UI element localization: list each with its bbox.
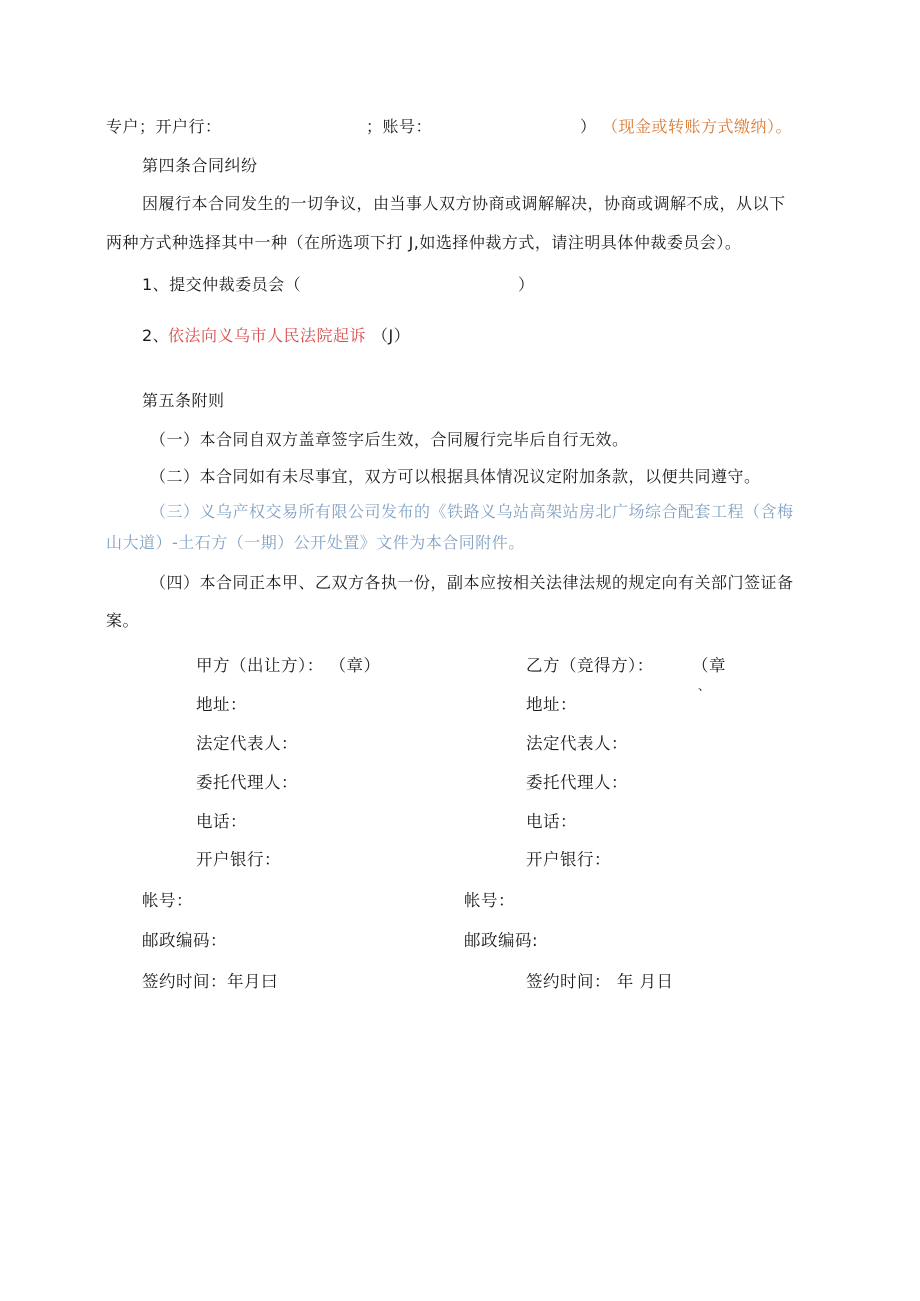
article-4-heading: 第四条合同纠纷 — [142, 156, 258, 175]
article-5-clause-3-line-2: 山大道）-土石方（一期）公开处置》文件为本合同附件。 — [106, 533, 525, 552]
option-1-close-paren: ） — [518, 275, 535, 294]
option-1-arbitration: 1、提交仲裁委员会（ — [142, 275, 302, 294]
party-a-sign-date: 签约时间：年月曰 — [142, 972, 278, 991]
article-4-paragraph-line-1: 因履行本合同发生的一切争议，由当事人双方协商或调解解决，协商或调解不成，从以下 — [142, 194, 786, 213]
article-5-clause-4-line-1: （四）本合同正本甲、乙双方各执一份，副本应按相关法律法规的规定向有关部门签证备 — [150, 573, 794, 592]
article-5-heading: 第五条附则 — [142, 391, 225, 410]
party-b-bank: 开户银行： — [526, 850, 611, 869]
payment-method-note: （现金或转账方式缴纳）。 — [602, 117, 793, 136]
party-a-bank: 开户银行： — [196, 850, 281, 869]
account-close-paren: ） — [580, 117, 597, 136]
party-a-label: 甲方（出让方）： （章） — [196, 656, 381, 675]
option-2-court: 依法向义乌市人民法院起诉 — [168, 326, 367, 345]
party-b-legal-rep: 法定代表人： — [526, 734, 628, 753]
account-number-label: ；账号： — [366, 117, 433, 136]
party-b-seal: （章 — [692, 656, 726, 675]
account-line-label: 专户；开户行： — [106, 117, 222, 136]
party-a-address: 地址： — [196, 695, 247, 714]
party-a-account: 帐号： — [142, 891, 193, 910]
party-b-label: 乙方（竞得方）： — [526, 656, 654, 675]
party-b-address: 地址： — [526, 695, 577, 714]
party-b-postcode: 邮政编码: — [464, 931, 539, 950]
party-a-agent: 委托代理人： — [196, 773, 298, 792]
party-a-postcode: 邮政编码： — [142, 931, 227, 950]
option-2-check: （J） — [372, 326, 411, 345]
party-a-legal-rep: 法定代表人： — [196, 734, 298, 753]
party-b-account: 帐号： — [464, 891, 515, 910]
option-2-number: 2、 — [142, 326, 170, 345]
party-b-sign-date: 签约时间： 年 月日 — [526, 972, 674, 991]
party-b-seal-mark: 、 — [698, 679, 711, 693]
article-5-clause-2: （二）本合同如有未尽事宜，双方可以根据具体情况议定附加条款，以便共同遵守。 — [150, 467, 761, 486]
party-a-phone: 电话： — [196, 812, 247, 831]
article-4-paragraph-line-2: 两种方式种选择其中一种（在所选项下打 J,如选择仲裁方式，请注明具体仲裁委员会）。 — [106, 233, 742, 252]
party-b-agent: 委托代理人： — [526, 773, 628, 792]
article-5-clause-3-line-1: （三）义乌产权交易所有限公司发布的《铁路义乌站高架站房北广场综合配套工程（含梅 — [150, 502, 794, 521]
article-5-clause-4-line-2: 案。 — [106, 611, 140, 630]
party-b-phone: 电话： — [526, 812, 577, 831]
article-5-clause-1: （一）本合同自双方盖章签字后生效，合同履行完毕后自行无效。 — [150, 430, 629, 449]
